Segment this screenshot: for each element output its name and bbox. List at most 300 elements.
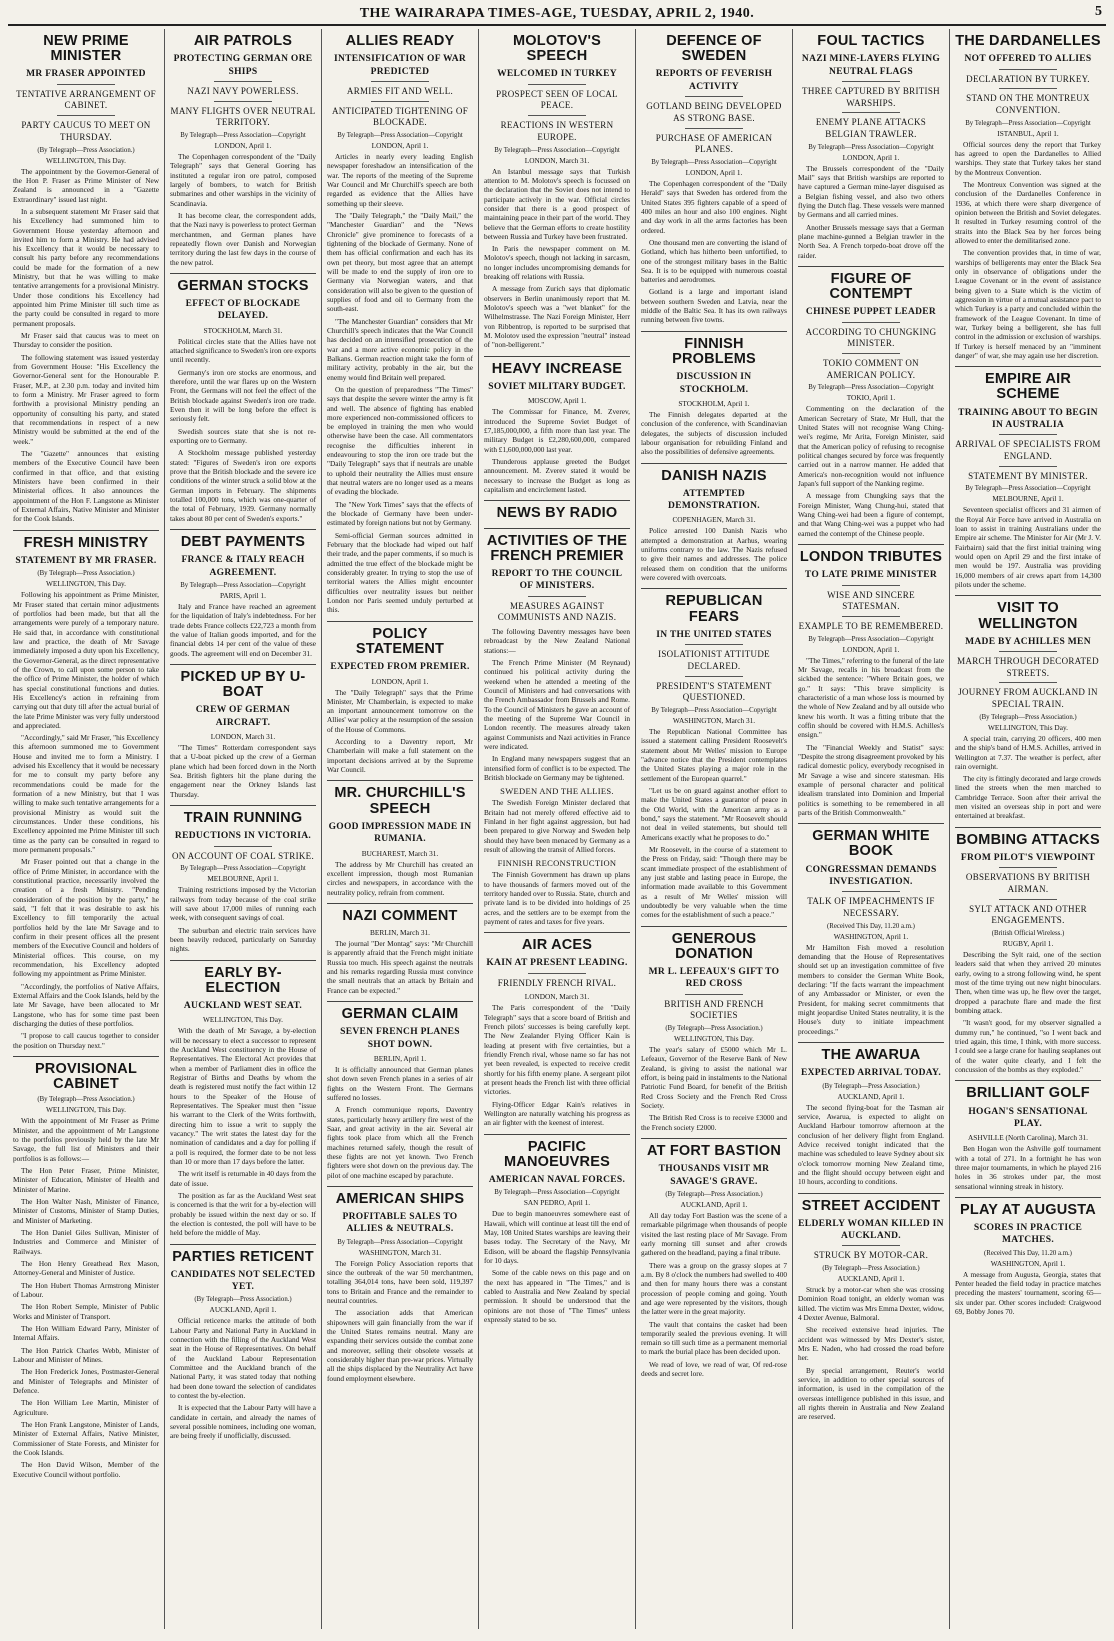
article-subheadline: ELDERLY WOMAN KILLED IN AUCKLAND. <box>798 1218 944 1242</box>
columns-container <box>8 29 1106 1629</box>
article-subheadline: SCORES IN PRACTICE MATCHES. <box>973 1223 1083 1246</box>
article-headline: ALLIES READY <box>345 33 455 49</box>
article-credit: (Received This Day, 11.20 a.m.) <box>827 922 915 930</box>
deck-rule <box>685 96 743 97</box>
article-paragraph: The address by Mr Churchill has created an excellent impression, though most Rumanian circles and newspapers, in accordance with the neutrality policy, refrain from comment. <box>327 859 473 897</box>
article-credit: (By Telegraph—Press Association.) <box>822 1265 920 1273</box>
article-paragraph: The Hon Daniel Giles Sullivan, Minister of Industries and Commerce and Minister of Railways. <box>13 1228 159 1256</box>
deck-rule <box>528 84 586 85</box>
article-paragraph: The Hon Patrick Charles Webb, Minister of Labour and Minister of Mines. <box>13 1345 159 1364</box>
article-dateline: LONDON, April 1. <box>685 167 743 177</box>
article-paragraph: The appointment by the Governor-General of the Hon P. Fraser as Prime Minister of New Zealand is announced in a "Gazette Extraordinary" issued last night. <box>13 166 159 204</box>
article-paragraph: The "New York Times" says that the effects of the blockade of Germany have been under-estimated by foreign nations but not by Germany. <box>327 499 473 528</box>
article-paragraph: The Hon Frederick Jones, Postmaster-General and Minister of Telegraphs and Minister of Defence. <box>13 1367 159 1395</box>
article-divider <box>13 530 159 531</box>
article-paragraph: The "Gazette" announces that existing members of the Executive Council have been confirmed in that office, and that existing Ministers have been confirmed in their Ministerial offices. It also announces the appointment of the Hon F. Langstone as Minister of External Affairs, Native Minister and Minister for the Cook Islands. <box>13 449 159 524</box>
article-headline: PACIFIC MANOEUVRES <box>504 1138 610 1170</box>
article-headline: POLICY STATEMENT <box>355 625 445 657</box>
article-paragraph: Due to begin manoeuvres somewhere east of Hawaii, which will continue at least till the end of May, 108 United States warships are leaving their bases today. The Secretary of the Navy, Mr Edison, will be aboard the flagship Pennsylvania for 10 days. <box>484 1209 630 1266</box>
article-paragraph: "I propose to call caucus together to consider the position on Thursday next." <box>13 1031 159 1050</box>
article-credit: By Telegraph—Press Association—Copyright <box>180 865 306 873</box>
article-headline: NEWS BY RADIO <box>496 505 618 522</box>
article-paragraph: The Hon Frank Langstone, Minister of Lands, Minister of External Affairs, Native Minister, Commissioner of State Forests, and Minister for the Cook Islands. <box>13 1419 159 1457</box>
article-subheadline: EXPECTED FROM PREMIER. <box>330 662 470 673</box>
article-dateline: LONDON, March 31. <box>524 992 590 1002</box>
article-paragraph: Official reticence marks the attitude of both Labour Party and National Party in Auckland in connection with the filling of the Auckland West seat in the House of Representatives. On behalf of the Auckland Labour Representation Committee and the Auckland branch of the National Party, it was stated today that nothing had been done toward the selection of candidates to contest the by-election. <box>170 1316 316 1401</box>
article-subheadline: AMERICAN NAVAL FORCES. <box>488 1175 626 1186</box>
article-divider <box>327 903 473 904</box>
article-paragraph: It is officially announced that German planes shot down seven French planes in a series of air fights on the Western Front. The Germans suffered no losses. <box>327 1064 473 1102</box>
article-paragraph: The Republican National Committee has issued a statement calling President Roosevelt's statement about Mr Welles' mission to Europe "advance notice that the President contemplates the United States playing a major role in the settlement of the European quarrel." <box>641 726 787 783</box>
article-paragraph: Germany's iron ore stocks are enormous, and therefore, until the war flares up on the Western Front, the Germans will not feel the effect of the British blockade against Sweden's iron ore trade. Even then it will be long before the effect is seriously felt. <box>170 367 316 424</box>
article-subheadline: PROSPECT SEEN OF LOCAL PEACE. <box>496 88 618 111</box>
article-headline: PLAY AT AUGUSTA <box>960 1201 1096 1218</box>
article-credit: By Telegraph—Press Association—Copyright <box>651 158 777 166</box>
article <box>170 529 316 658</box>
article-dateline: AUCKLAND, April 1. <box>209 1305 277 1315</box>
column-7 <box>950 29 1106 1629</box>
article-dateline: LONDON, April 1. <box>214 140 272 150</box>
article-credit: (By Telegraph—Press Association.) <box>37 1096 135 1104</box>
article <box>170 664 316 799</box>
article-subheadline: DECLARATION BY TURKEY. <box>966 73 1090 84</box>
article-divider <box>327 1001 473 1002</box>
article-subheadline: GOTLAND BEING DEVELOPED AS STRONG BASE. <box>646 101 782 123</box>
deck-rule <box>57 84 115 85</box>
article-paragraph: The Hon Robert Semple, Minister of Public Works and Minister of Transport. <box>13 1302 159 1321</box>
article-dateline: LONDON, April 1. <box>842 644 900 654</box>
article-headline: PROVISIONAL CABINET <box>34 1060 138 1093</box>
deck-rule <box>842 1245 900 1246</box>
article-headline: BRILLIANT GOLF <box>966 1085 1090 1102</box>
article-subheadline: REACTIONS IN WESTERN EUROPE. <box>500 120 614 142</box>
article-headline: TRAIN RUNNING <box>183 810 303 827</box>
article-dateline: WASHINGTON, April 1. <box>990 1258 1066 1268</box>
article-crosshead: SWEDEN AND THE ALLIES. <box>500 786 614 797</box>
article-subheadline: STRUCK BY MOTOR-CAR. <box>813 1250 929 1261</box>
article-dateline: RUGBY, April 1. <box>1002 939 1054 949</box>
article-subheadline: JOURNEY FROM AUCKLAND IN SPECIAL TRAIN. <box>958 687 1098 710</box>
article-headline: DEBT PAYMENTS <box>180 534 306 551</box>
article-subheadline: FRANCE & ITALY REACH AGREEMENT. <box>181 555 305 578</box>
article-paragraph: A Stockholm message published yesterday stated: "Figures of Sweden's iron ore exports prove that the British blockade and the severe ice conditions of the winter struck a solid blow at the German imports in February. The shipments totalled 100,000 tons, which was one-quarter of the total of February, 1939. Germany normally takes about 80 per cent of Sweden's exports." <box>170 448 316 523</box>
article-subheadline: EFFECT OF BLOCKADE DELAYED. <box>185 299 301 322</box>
article-divider <box>327 621 473 622</box>
deck-rule <box>999 466 1057 467</box>
column-3 <box>322 29 479 1629</box>
article-subheadline: PRESIDENT'S STATEMENT QUESTIONED. <box>656 680 772 703</box>
article <box>641 34 787 325</box>
article-divider <box>327 1186 473 1187</box>
article <box>955 827 1101 1075</box>
article-credit: (By Telegraph—Press Association.) <box>979 713 1077 721</box>
article-paragraph: Italy and France have reached an agreement for the liquidation of Italy's indebtedness. For her trade debts France collects £22,723 a month from the value of Italian goods imported, and for the financial debts 14 per cent of the value of these goods. The agreement will end on December 31. <box>170 601 316 658</box>
article-headline: GERMAN CLAIM <box>341 1006 459 1023</box>
deck-rule <box>842 585 900 586</box>
article-dateline: LONDON, April 1. <box>371 140 429 150</box>
article-headline: GERMAN STOCKS <box>177 277 309 294</box>
deck-rule <box>685 644 743 645</box>
deck-rule <box>528 973 586 974</box>
article <box>170 273 316 523</box>
article-paragraph: Seventeen specialist officers and 31 airmen of the Royal Air Force have arrived in Australia on loan to assist in training Australians under the Empire air scheme. The Minister for Air (Mr J. V. Fairbairn) said that the first initial training wing would open on April 29 and the first intake of men would be 197. Australia was providing 16,000 members of air crews apart from 14,300 pilots under the scheme. <box>955 505 1101 589</box>
deck-rule <box>214 101 272 102</box>
article <box>484 1134 630 1325</box>
article-credit: (British Official Wireless.) <box>991 930 1065 938</box>
article-subheadline: ATTEMPTED DEMONSTRATION. <box>668 488 760 512</box>
article-divider <box>484 500 630 501</box>
article-dateline: MOSCOW, April 1. <box>527 396 587 406</box>
article-dateline: AUCKLAND, April 1. <box>680 1199 748 1209</box>
article-subheadline: MANY FLIGHTS OVER NEUTRAL TERRITORY. <box>170 105 316 128</box>
article <box>13 530 159 1050</box>
article-paragraph: The vault that contains the casket had been temporarily sealed the previous evening. It will remain so till such time as a permanent memorial to mark the burial place has been decided upon. <box>641 1319 787 1357</box>
article-headline: GERMAN WHITE BOOK <box>812 828 930 860</box>
article-credit: By Telegraph—Press Association—Copyright <box>180 131 306 139</box>
article-divider <box>484 528 630 529</box>
article-divider <box>798 1042 944 1043</box>
article-headline: LONDON TRIBUTES <box>799 549 943 566</box>
article-subheadline: CREW OF GERMAN AIRCRAFT. <box>195 705 291 728</box>
article-headline: FINNISH PROBLEMS <box>672 335 756 368</box>
article-paragraph: The Hon Walter Nash, Minister of Finance, Minister of Customs, Minister of Stamp Duties, and Minister of Marketing. <box>13 1197 159 1225</box>
article-credit: By Telegraph—Press Association—Copyright <box>180 581 306 589</box>
article-subheadline: THREE CAPTURED BY BRITISH WARSHIPS. <box>802 85 940 108</box>
article-paragraph: Mr Fraser pointed out that a change in the office of Prime Minister, in accordance with the constitutional practice, necessarily involved the creation of a fresh Ministry. "Pending consideration of the position by the party," he said, "I felt that it was desirable to ask his Excellency to fill temporarily the actual portfolios held by the late Mr Savage and to confirm in their present offices all the present members of the Executive Council and holders of Ministerial offices. This course, on my recommendation, his Excellency adopted following my appointment as Prime Minister. <box>13 857 159 979</box>
article-dateline: WASHINGTON, April 1. <box>833 931 909 941</box>
deck-rule <box>842 81 900 82</box>
article-divider <box>170 273 316 274</box>
article-paragraph: The year's salary of £5000 which Mr L. Lefeaux, Governor of the Reserve Bank of New Zealand, is giving to assist the national war effort, is being paid in instalments to the National Patriotic Fund Board, for benefit of the British Red Cross Society and the French Red Cross Society. <box>641 1045 787 1110</box>
article-paragraph: The Swedish Foreign Minister declared that Britain had not merely offered effective aid to Finland in her fight against aggression, but had been prepared to give Norway and Sweden help should they have been menaced by Germany as a result of allowing the transit of Allied forces. <box>484 798 630 854</box>
article-headline: PICKED UP BY U-BOAT <box>180 668 306 701</box>
article-paragraph: It is expected that the Labour Party will have a candidate in certain, and already the names of several possible nominees, including one woman, are being freely if unofficially, discussed. <box>170 1403 316 1441</box>
article-headline: PARTIES RETICENT <box>172 1248 314 1265</box>
article-subheadline: TENTATIVE ARRANGEMENT OF CABINET. <box>16 88 156 111</box>
article-paragraph: The British Red Cross is to receive £3000 and the French society £2000. <box>641 1113 787 1132</box>
article-headline: STREET ACCIDENT <box>801 1197 941 1214</box>
article-paragraph: The writ itself is returnable in 40 days from the date of issue. <box>170 1169 316 1188</box>
article-divider <box>13 1056 159 1057</box>
article-subheadline: NOT OFFERED TO ALLIES <box>964 54 1092 65</box>
article-divider <box>484 1134 630 1135</box>
article-paragraph: The Hon Peter Fraser, Prime Minister, Minister of Education, Minister of Health and Minister of Marine. <box>13 1166 159 1194</box>
article-paragraph: The second flying-boat for the Tasman air service, Awarua, is expected to alight on Auckland Harbour tomorrow afternoon at the conclusion of her delivery flight from England. Advice received tonight indicated that the machine was scheduled to leave Sydney about six o'clock tomorrow morning New Zealand time, and the flight should occupy between eight and 10 hours, according to conditions. <box>798 1102 944 1187</box>
article-paragraph: In England many newspapers suggest that an intensified form of conflict is to be expected. The British blockade on Germany may be tightened. <box>484 754 630 782</box>
article-headline: THE AWARUA <box>821 1047 921 1064</box>
deck-rule <box>214 846 272 847</box>
article-credit: By Telegraph—Press Association—Copyright <box>808 635 934 643</box>
article-paragraph: "Accordingly, the portfolios of Native Affairs, External Affairs and the Cook Islands, held by the late Mr Savage, have been allocated to Mr Langstone, who has for some time past been discharging the duties of these portfolios. <box>13 981 159 1028</box>
article-headline: MOLOTOV'S SPEECH <box>513 33 601 65</box>
article-paragraph: Police arrested 100 Danish Nazis who attempted a demonstration at Aarhus, wearing uniforms contrary to the law. The Nazis refused to give their names and addresses. The police released them on condition that the uniforms were covered with overcoats. <box>641 526 787 583</box>
article-paragraph: Thunderous applause greeted the Budget announcement. M. Zverev stated it would be necessary to increase the Budget as long as capitalism and encirclement lasted. <box>484 456 630 494</box>
article-dateline: PARIS, April 1. <box>220 590 266 600</box>
article <box>484 356 630 495</box>
article-subheadline: REPORT TO THE COUNCIL OF MINISTERS. <box>491 568 623 592</box>
article-headline: GENEROUS DONATION <box>671 930 757 962</box>
article-paragraph: The Commissar for Finance, M. Zverev, introduced the Supreme Soviet Budget of £7,185,000,000, a fifth more than last year. The military Budget is £2,280,600,000, compared with £1,600,000,000 last year. <box>484 407 630 454</box>
article-paragraph: The "Daily Telegraph" says that the Prime Minister, Mr Chamberlain, is expected to make an important announcement tomorrow on the Allies' war policy at the resumption of the session of the House of Commons. <box>327 687 473 734</box>
article-paragraph: The Hon Henry Greathead Rex Mason, Attorney-General and Minister of Justice. <box>13 1259 159 1278</box>
article-subheadline: FROM PILOT'S VIEWPOINT <box>960 853 1096 864</box>
article-credit: (Received This Day, 11.20 a.m.) <box>984 1249 1072 1257</box>
article-subheadline: GOOD IMPRESSION MADE IN RUMANIA. <box>328 821 472 845</box>
article <box>484 932 630 1128</box>
column-1 <box>8 29 165 1629</box>
article-dateline: ISTANBUL, April 1. <box>997 128 1059 138</box>
deck-rule <box>842 353 900 354</box>
article-paragraph: With the appointment of Mr Fraser as Prime Minister, and the appointment of Mr Langstone to the portfolios previously held by the late Mr Savage, the full list of Ministers and their portfolios is as follows:— <box>13 1116 159 1163</box>
article-paragraph: In Paris the newspaper comment on M. Molotov's speech, though not lacking in sarcasm, no longer includes uncompromising demands for breaking off relations with Russia. <box>484 244 630 282</box>
article-subheadline: FRIENDLY FRENCH RIVAL. <box>497 977 617 988</box>
article-paragraph: In a subsequent statement Mr Fraser said that his Excellency had summoned him to Government House yesterday afternoon and invited him to form a Ministry. He had advised his Excellency that it would be necessary to consult his party before any recommendations could be made for the formation of a new Ministry, but that he was willing to make tentative arrangements for a provisional Ministry. Under those conditions his Excellency had appointed him Prime Minister till such time as the party could be consulted in regard to more permanent proposals. <box>13 206 159 328</box>
article-headline: AMERICAN SHIPS <box>335 1190 465 1207</box>
article-subheadline: SYLT ATTACK AND OTHER ENGAGEMENTS. <box>969 903 1087 926</box>
article <box>327 780 473 896</box>
article <box>327 1001 473 1180</box>
article-dateline: STOCKHOLM, April 1. <box>678 398 750 408</box>
page-number: 5 <box>1095 4 1102 19</box>
article-paragraph: Flying-Officer Edgar Kain's relatives in Wellington are naturally watching his progress as an air fighter with the keenest of interest. <box>484 1099 630 1128</box>
article-credit: By Telegraph—Press Association—Copyright <box>337 1238 463 1246</box>
deck-rule <box>999 88 1057 89</box>
article <box>484 528 630 927</box>
article-credit: (By Telegraph—Press Association.) <box>822 1082 920 1090</box>
article-paragraph: The Copenhagen correspondent of the "Daily Telegraph" says that General Goering has instituted a regular iron ore patrol, composed largely of bombers, to watch for British submarines and other warships in the vicinity of Scandinavia. <box>170 151 316 208</box>
article-subheadline: HOGAN'S SENSATIONAL PLAY. <box>968 1106 1088 1129</box>
article-paragraph: On the question of preparedness "The Times" says that despite the severe winter the army is fit and well. The absence of fighting has enabled more experienced non-commissioned officers to be employed in training the men who would otherwise have been the case. All commentators recognise the difficulties inherent in endeavouring to stop the iron ore trade but the "Daily Telegraph" says that if neutrals are unable to uphold their neutrality the Allies must ensure that neutral waters are no longer used as a means of evading the blockade. <box>327 384 473 497</box>
article-subheadline: CANDIDATES NOT SELECTED YET. <box>170 1269 316 1293</box>
article-subheadline: BRITISH AND FRENCH SOCIETIES <box>664 998 764 1021</box>
deck-rule <box>999 434 1057 435</box>
article-dateline: MELBOURNE, April 1. <box>207 874 279 884</box>
article-subheadline: REPORTS OF FEVERISH ACTIVITY <box>655 69 773 92</box>
article-divider <box>484 356 630 357</box>
article-headline: NEW PRIME MINISTER <box>43 33 129 65</box>
article-credit: By Telegraph—Press Association—Copyright <box>808 143 934 151</box>
article-subheadline: IN THE UNITED STATES <box>656 629 772 640</box>
article-paragraph: Gotland is a large and important island between southern Sweden and Latvia, near the middle of the Baltic Sea. It has its own railways running between five towns. <box>641 287 787 325</box>
article-subheadline: CHINESE PUPPET LEADER <box>805 307 937 318</box>
article <box>641 588 787 919</box>
article-dateline: WELLINGTON, This Day. <box>46 579 126 589</box>
article-dateline: ASHVILLE (North Carolina), March 31. <box>968 1133 1088 1143</box>
article-paragraph: The Hon William Edward Parry, Minister of Internal Affairs. <box>13 1323 159 1343</box>
article-paragraph: Another Brussels message says that a German plane machine-gunned a Belgian trawler in the North Sea. A French torpedo-boat drove off the raider. <box>798 222 944 260</box>
article-divider <box>798 266 944 267</box>
article-paragraph: Swedish sources state that she is not re-exporting ore to Germany. <box>170 426 316 446</box>
article-headline: AT FORT BASTION <box>646 1142 782 1159</box>
article-subheadline: ARRIVAL OF SPECIALISTS FROM ENGLAND. <box>955 439 1101 461</box>
article-paragraph: Commenting on the declaration of the American Secretary of State, Mr Hull, that the United States will not recognise Wang Ching-wei's regime, Mr Arita, Foreign Minister, said that the American policy of refusing to recognise political changes secured by force was frequently carried out in a narrow manner. He added that America's non-recognition would not influence Japan's full support of the Nanking regime. <box>798 404 944 489</box>
article <box>13 1056 159 1479</box>
article-divider <box>641 588 787 589</box>
article-dateline: LONDON, April 1. <box>371 676 429 686</box>
article-paragraph: Official sources deny the report that Turkey has agreed to open the Dardanelles to Allied warships. They state that Turkey takes her stand by the Montreux Convention. <box>955 139 1101 177</box>
article-crosshead: FINNISH RECONSTRUCTION <box>497 858 617 869</box>
masthead <box>8 4 1106 26</box>
deck-rule <box>842 616 900 617</box>
article-headline: DEFENCE OF SWEDEN <box>666 33 762 65</box>
article-paragraph: The Montreux Convention was signed at the conclusion of the Dardanelles Conference in 1936, at which there were sharp divergence of opinion between the British and Soviet delegates. It resulted in Turkey resuming control of the straits into the Black Sea by her forces being allowed to enter the demilitarised zone. <box>955 179 1101 245</box>
article-paragraph: The journal "Der Montag" says: "Mr Churchill is apparently afraid that the French might initiate Russia too much. His speech against the neutrals and his remarks regarding Russia must convince the small neutrals that an attack by Britain and France can be expected." <box>327 939 473 995</box>
article-paragraph: The following statement was issued yesterday from Government House: "His Excellency the Governor-General sent for the Honourable P. Fraser, M.P., at 2.30 p.m. today and invited him to form a Ministry. Mr Fraser agreed to form forthwith a provisional Ministry pending an opportunity of consulting his party, and stated that recommendations in respect of a new Ministry would be submitted at the end of the week." <box>13 352 159 446</box>
article-subheadline: WISE AND SINCERE STATESMAN. <box>827 589 915 612</box>
article-subheadline: NAZI MINE-LAYERS FLYING NEUTRAL FLAGS <box>801 54 941 77</box>
article-headline: ACTIVITIES OF THE FRENCH PREMIER <box>486 532 628 564</box>
column-2 <box>165 29 322 1629</box>
article-subheadline: ANTICIPATED TIGHTENING OF BLOCKADE. <box>332 105 468 128</box>
article-headline: FOUL TACTICS <box>817 33 925 49</box>
article-paragraph: We read of love, we read of war, Of red-rose deeds and secret lore. <box>641 1359 787 1379</box>
article-paragraph: The association adds that American shipowners will gain financially from the war if the United States remains neutral. Many are expanding their services outside the combat zone and moreover, selling their obsolete vessels at considerably higher than pre-war prices. Virtually all the ships displaced by the Neutrality Act have found employment elsewhere. <box>327 1308 473 1383</box>
deck-rule <box>685 994 743 995</box>
article-divider <box>955 827 1101 828</box>
article-dateline: BERLIN, April 1. <box>373 1053 427 1063</box>
article-credit: By Telegraph—Press Association—Copyright <box>337 131 463 139</box>
deck-rule <box>371 101 429 102</box>
article-dateline: STOCKHOLM, March 31. <box>203 325 283 335</box>
article-subheadline: NAZI NAVY POWERLESS. <box>187 85 299 96</box>
article-paragraph: One thousand men are converting the island of Gotland, which has hitherto been unfortified, to one of the strongest military bases in the Baltic Sea. It is to be equipped with numerous coastal batteries and aerodromes. <box>641 237 787 285</box>
article-dateline: LONDON, March 31. <box>524 155 590 165</box>
article <box>798 544 944 817</box>
article-subheadline: ACCORDING TO CHUNGKING MINISTER. <box>805 326 937 349</box>
article-subheadline: EXPECTED ARRIVAL TODAY. <box>800 1068 942 1079</box>
article-subheadline: PARTY CAUCUS TO MEET ON THURSDAY. <box>21 120 151 142</box>
article-subheadline: EXAMPLE TO BE REMEMBERED. <box>798 621 944 631</box>
article-paragraph: The "Daily Telegraph," the "Daily Mail," the "Manchester Guardian" and the "News Chronicle" give prominence to forecasts of a tightening of the blockade of Germany. None of them has official confirmation and each has its own pet theory, but most agree that an attempt will be made to end the supply of iron ore to Germany via Norwegian waters, and that consideration will also be given to the question of supplies of food and oil to Germany from the south-east. <box>327 210 473 314</box>
article-divider <box>798 823 944 824</box>
column-5 <box>636 29 793 1629</box>
deck-rule <box>685 676 743 677</box>
article-credit: By Telegraph—Press Association—Copyright <box>965 119 1091 127</box>
article <box>955 595 1101 820</box>
article <box>641 926 787 1132</box>
article-divider <box>955 1080 1101 1081</box>
article-subheadline: KAIN AT PRESENT LEADING. <box>486 958 628 969</box>
article-divider <box>641 926 787 927</box>
article-divider <box>955 366 1101 367</box>
article-paragraph: The convention provides that, in time of war, warships of belligerents may enter the Black Sea only in observance of obligations under the League Covenant or in the event of assistance being given to a State which is the victim of aggression in virtue of a mutual assistance pact to which Turkey is a party and concluded within the framework of the League Covenant. In time of war, Turkey being a belligerent, she has full control in the admission or exclusion of warships. If Turkey is herself menaced by an "imminent danger" of war, she may again use her discretion. <box>955 248 1101 360</box>
article-paragraph: The "Financial Weekly and Statist" says: "Despite the strong disagreement provoked by his radical domestic policy, everybody recognised in Mr Savage a wise and sincere statesman. His example of personal character and political idealism translated into Dominion and Imperial politics is something to be remembered in all parts of the British Commonwealth." <box>798 742 944 817</box>
article-paragraph: "Let us be on guard against another effort to make the United States a guarantor of peace in the Old World, with the American army as a bond," says the statement. "Mr Roosevelt should not deal in veiled statements, but should tell Americans exactly what he proposes to do." <box>641 785 787 842</box>
article-paragraph: With the death of Mr Savage, a by-election will be necessary to elect a successor to represent the Auckland West constituency in the House of Representatives. The Electoral Act provides that when a member of Parliament dies in office the Registrar of Births and Deaths by whom the death is registered must notify the fact within 12 hours to the Speaker of the House of Representatives. The Speaker must then "issue his warrant to the Clerk of the Writs forthwith, directing him to issue a writ to supply the vacancy." The writ states the latest day for the nomination of candidates and a day for polling if a poll is required, the former date to be not less than 10 or more than 17 days before the latter. <box>170 1026 316 1166</box>
article <box>798 1042 944 1187</box>
article-subheadline: OBSERVATIONS BY BRITISH AIRMAN. <box>965 872 1091 895</box>
deck-rule <box>999 651 1057 652</box>
article-headline: MR. CHURCHILL'S SPEECH <box>334 785 466 817</box>
article-paragraph: An Istanbul message says that Turkish attention to M. Molotov's speech is focussed on the declaration that the Soviet does not intend to participate actively in the war. Official circles consider that there is a good prospect of maintaining peace in their part of the world. They believe that the German efforts to create hostility between Russia and Turkey have been frustrated. <box>484 166 630 241</box>
article-subheadline: INTENSIFICATION OF WAR PREDICTED <box>333 54 467 77</box>
article-headline: NAZI COMMENT <box>342 907 458 924</box>
article-dateline: LONDON, March 31. <box>210 732 276 742</box>
deck-rule <box>842 891 900 892</box>
article-dateline: AUCKLAND, April 1. <box>837 1091 905 1101</box>
article-paragraph: The Finnish delegates departed at the conclusion of the conference, with Scandinavian delegates, the subjects of discussion included labour organisation for rebuilding Finland and also the possibilities of defensive agreements. <box>641 409 787 457</box>
deck-rule <box>842 322 900 323</box>
article-paragraph: Political circles state that the Allies have not attached significance to Sweden's iron ore exports until recently. <box>170 336 316 365</box>
article-headline: HEAVY INCREASE <box>491 360 623 377</box>
article-credit: (By Telegraph—Press Association.) <box>665 1190 763 1198</box>
article-paragraph: "Accordingly," said Mr Fraser, "his Excellency this afternoon summoned me to Government House and invited me to form a Ministry. I advised his Excellency that it would be necessary for me to consult my party before any recommendations could be made for the formation of a new Ministry, but that I was willing to make such tentative arrangements for a provisional Ministry as would suit the circumstances. Under these conditions, his Excellency appointed me Prime Minister till such time as the party can be consulted in regard to more permanent proposals." <box>13 733 159 855</box>
article-subheadline: PURCHASE OF AMERICAN PLANES. <box>655 132 773 155</box>
article-subheadline: STAND ON THE MONTREUX CONVENTION. <box>966 93 1090 115</box>
article-dateline: WELLINGTON, This Day. <box>988 722 1068 732</box>
article-paragraph: The Finnish Government has drawn up plans to have thousands of farmers moved out of the territory handed over to Russia. State, church and private land is to be divided into holdings of 25 acres, and the settlers are to be exempt from the payment of rates and taxes for five years. <box>484 870 630 926</box>
article-subheadline: ON ACCOUNT OF COAL STRIKE. <box>171 850 315 861</box>
article-paragraph: The suburban and electric train services have been heavily reduced, particularly on Saturday nights. <box>170 925 316 954</box>
article <box>327 903 473 995</box>
article <box>327 621 473 775</box>
article-dateline: WELLINGTON, This Day. <box>46 1105 126 1115</box>
article-credit: By Telegraph—Press Association—Copyright <box>494 1189 620 1197</box>
article-subheadline: ISOLATIONIST ATTITUDE DECLARED. <box>658 649 770 671</box>
article-dateline: LONDON, April 1. <box>842 152 900 162</box>
deck-rule <box>999 867 1057 868</box>
article-subheadline: DISCUSSION IN STOCKHOLM. <box>676 372 752 395</box>
article <box>641 1138 787 1378</box>
article-subheadline: MARCH THROUGH DECORATED STREETS. <box>957 656 1099 678</box>
article-subheadline: SEVEN FRENCH PLANES SHOT DOWN. <box>340 1027 460 1050</box>
article-divider <box>327 780 473 781</box>
column-4 <box>479 29 636 1629</box>
article-divider <box>170 960 316 961</box>
article-paragraph: The following Daventry messages have been rebroadcast by the New Zealand National stations:— <box>484 627 630 655</box>
deck-rule <box>999 682 1057 683</box>
article-credit: By Telegraph—Press Association—Copyright <box>965 485 1091 493</box>
article-credit: (By Telegraph—Press Association.) <box>194 1296 292 1304</box>
article-subheadline: ENEMY PLANE ATTACKS BELGIAN TRAWLER. <box>815 117 927 139</box>
article-paragraph: Struck by a motor-car when she was crossing Dominion Road tonight, an elderly woman was killed. The victim was Mrs Emma Dexter, widow, 4 Dexter Avenue, Balmoral. <box>798 1285 944 1323</box>
article <box>798 266 944 538</box>
article-divider <box>955 595 1101 596</box>
article <box>955 1197 1101 1317</box>
article-dateline: MELBOURNE, April 1. <box>992 494 1064 504</box>
article-paragraph: Mr Hamilton Fish moved a resolution demanding that the House of Representatives should set up an investigation committee of five members to consider the German White Book, declaring: "If the facts warrant the impeachment of any Ambassador or Minister, or even the President, for making secret commitments that might jeopardise United States neutrality, it is the House's duty to initiate impeachment proceedings." <box>798 942 944 1036</box>
article-paragraph: Describing the Sylt raid, one of the section leaders said that when they arrived 20 minutes early, owing to a strong following wind, he spent most of the time trying out new night binoculars. Then, when time was up, he flew over the target, dropped a parachute flare and made the first bombing attack. <box>955 950 1101 1016</box>
deck-rule <box>528 115 586 116</box>
deck-rule <box>371 81 429 82</box>
article-paragraph: The Copenhagen correspondent of the "Daily Herald" says that Sweden has ordered from the United States 395 fighters capable of a speed of 400 miles an hour and also 100 engines. Night and day work in all the arms factories has been ordered. <box>641 178 787 235</box>
article-paragraph: Mr Roosevelt, in the course of a statement to the Press on Friday, said: "Though there may be scant immediate prospect of the establishment of any just stable and lasting peace in Europe, the information made available to this Government as a result of Mr Welles' mission will undoubtedly be very valuable when the time comes for the establishment of such a peace." <box>641 844 787 920</box>
article-subheadline: PROFITABLE SALES TO ALLIES & NEUTRALS. <box>342 1212 458 1235</box>
article-paragraph: Ben Hogan won the Ashville golf tournament with a total of 271. In a fortnight he has won three major tournaments, in which he played 216 holes in 36 strokes under par, the most sensational winning streak in history. <box>955 1144 1101 1191</box>
article-divider <box>798 544 944 545</box>
article-credit: By Telegraph—Press Association—Copyright <box>651 706 777 714</box>
article-paragraph: A message from Augusta, Georgia, states that Penter headed the field today in practice matches preceding the masters' tournament, scoring 65—six under par. Other scores included: Craigwood 69, Bobby Jones 70. <box>955 1269 1101 1317</box>
article-dateline: COPENHAGEN, March 31. <box>672 515 756 525</box>
article-paragraph: "It wasn't good, for my observer signalled a dummy run," he continued, "so I went back and tried again, this time, I think, with more success. I could see a large crane for hauling seaplanes out of the water quite clearly, and I felt the concussion of the bombs as they exploded." <box>955 1018 1101 1075</box>
article-headline: BOMBING ATTACKS <box>956 831 1100 848</box>
article-paragraph: The Brussels correspondent of the "Daily Mail" says that British warships are reported to have captured a German mine-layer disguised as a Belgian fishing vessel, and also two others flying the Dutch flag. These vessels were manned by Germans and all carried mines. <box>798 163 944 220</box>
newspaper-page <box>8 4 1106 1630</box>
article-dateline: WASHINGTON, March 31. <box>672 715 756 725</box>
article-subheadline: SOVIET MILITARY BUDGET. <box>488 381 626 392</box>
article-subheadline: STATEMENT BY MR FRASER. <box>15 555 157 566</box>
article <box>798 34 944 260</box>
article-subheadline: MR FRASER APPOINTED <box>26 69 146 80</box>
article-paragraph: According to a Daventry report, Mr Chamberlain will make a full statement on the important decisions arrived at by the Supreme War Council. <box>327 737 473 775</box>
article <box>170 805 316 954</box>
article-dateline: BERLIN, March 31. <box>370 928 430 938</box>
article-paragraph: "The Times," referring to the funeral of the late Mr Savage, recalls in his broadcast from the sickbed the sentence: "Where Britain goes, we go." It says: "This brave simplicity is characteristic of a man whose loss is mourned by the whole of New Zealand and by all outside who knew his worth. It was a fitting tribute that the coffin should be covered with H.M.S. Achilles's ensign." <box>798 655 944 740</box>
article-paragraph: Articles in nearly every leading English newspaper foreshadow an intensification of the war. The reports of the meeting of the Supreme War Council and Mr Churchill's speech are both regarded as evidence that the Allies have something up their sleeve. <box>327 151 473 208</box>
article-credit: By Telegraph—Press Association—Copyright <box>808 384 934 392</box>
article-dateline: WELLINGTON, This Day. <box>46 155 126 165</box>
article-subheadline: PROTECTING GERMAN ORE SHIPS <box>173 54 313 77</box>
